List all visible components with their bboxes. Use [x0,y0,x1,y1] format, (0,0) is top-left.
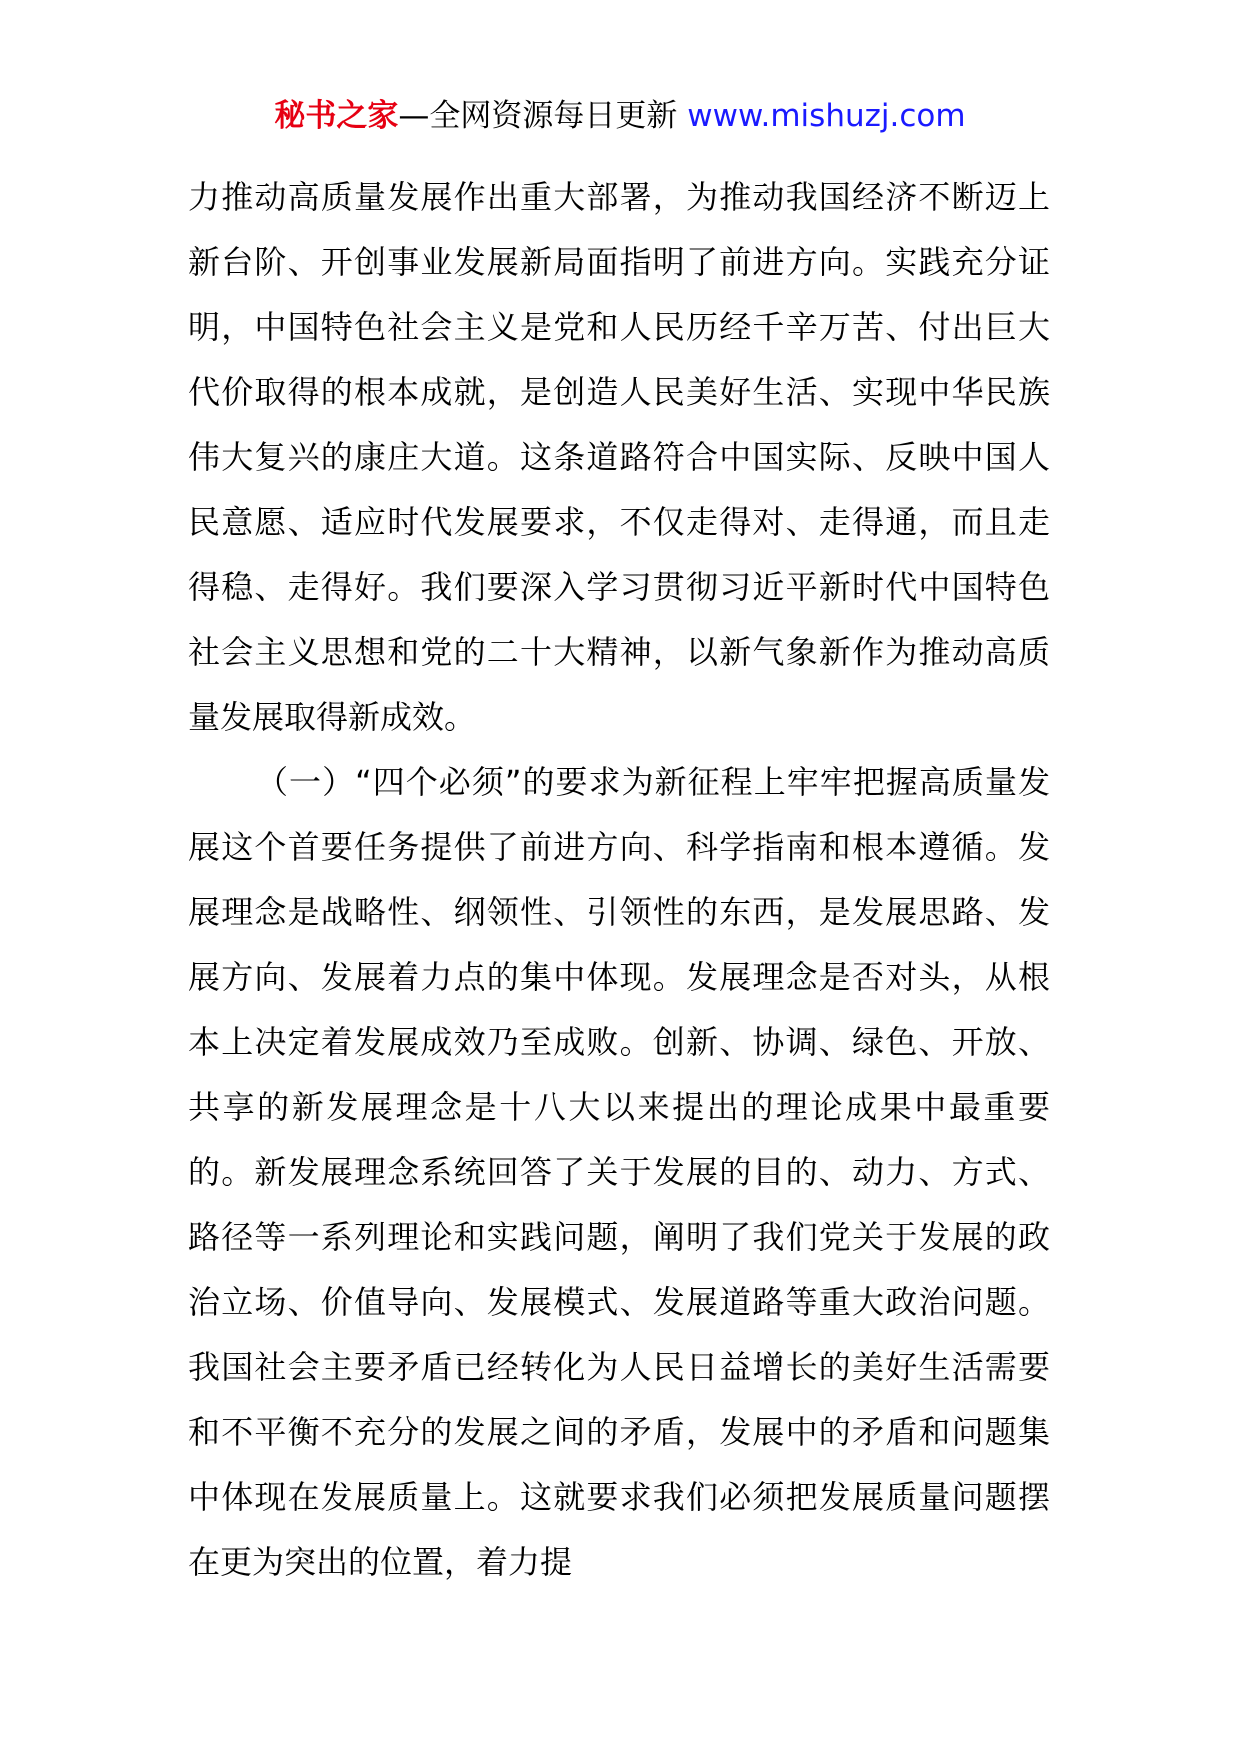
page-header [0,96,1240,136]
paragraph-continuation: 力推动高质量发展作出重大部署，为推动我国经济不断迈上新台阶、开创事业发展新局面指明了前进方向。实践充分证明，中国特色社会主义是党和人民历经千辛万苦、付出巨大代价取得的根本成就，是创造人民美好生活、实现中华民族伟大复兴的康庄大道。这条道路符合中国实际、反映中国人民意愿、适应时代发展要求，不仅走得对、走得通，而且走得稳、走得好。我们要深入学习贯彻习近平新时代中国特色社会主义思想和党的二十大精神，以新气象新作为推动高质量发展取得新成效。 [188,178,1050,736]
website-link[interactable]: www.mishuzj.com [687,98,966,134]
header-tagline: —全网资源每日更新 [398,98,688,134]
paragraph-section-one: （一）“四个必须”的要求为新征程上牢牢把握高质量发展这个首要任务提供了前进方向、科学指南和根本遵循。发展理念是战略性、纲领性、引领性的东西，是发展思路、发展方向、发展着力点的集中体现。发展理念是否对头，从根本上决定着发展成效乃至成败。创新、协调、绿色、开放、共享的新发展理念是十八大以来提出的理论成果中最重要的。新发展理念系统回答了关于发展的目的、动力、方式、路径等一系列理论和实践问题，阐明了我们党关于发展的政治立场、价值导向、发展模式、发展道路等重大政治问题。我国社会主要矛盾已经转化为人民日益增长的美好生活需要和不平衡不充分的发展之间的矛盾，发展中的矛盾和问题集中体现在发展质量上。这就要求我们必须把发展质量问题摆在更为突出的位置，着力提 [188,763,1050,1581]
document-body [188,165,1050,1595]
brand-name: 秘书之家 [274,98,399,134]
